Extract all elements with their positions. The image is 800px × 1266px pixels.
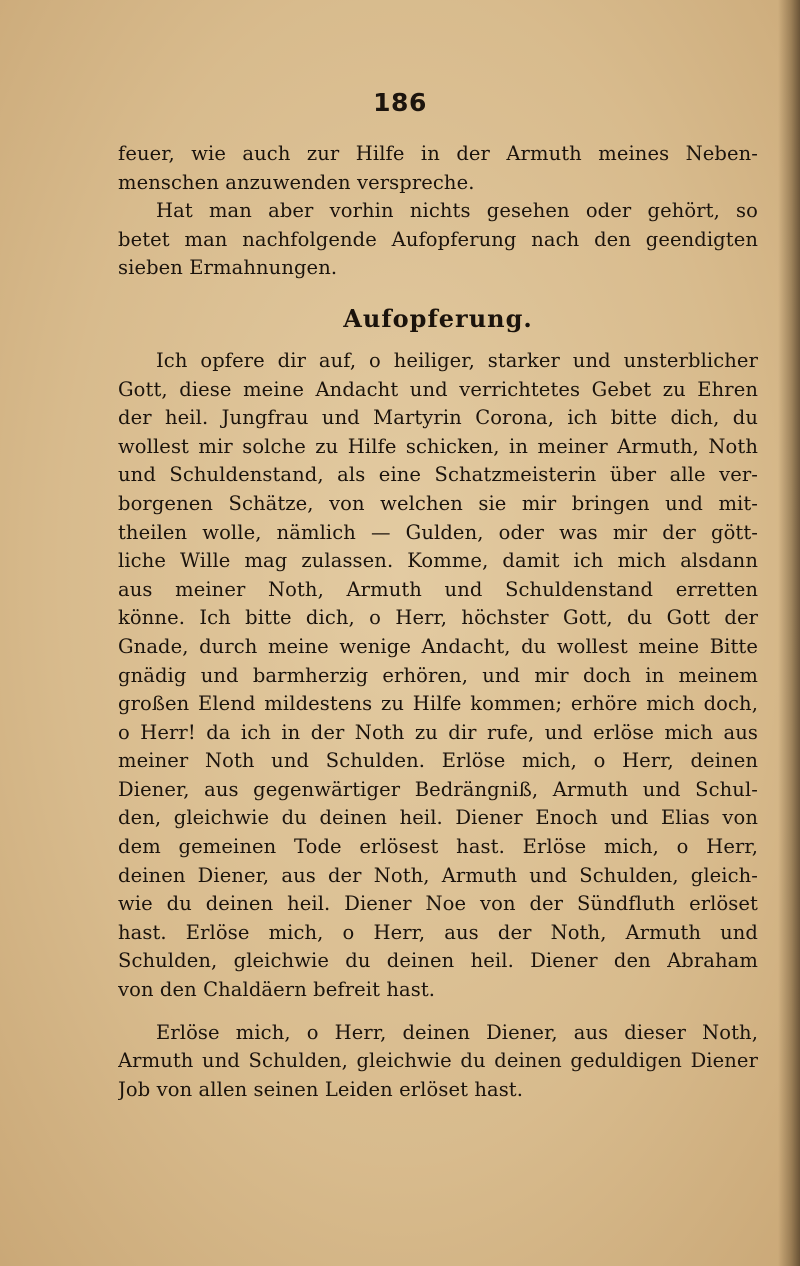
text-line: könne. Ich bitte dich, o Herr, höchster Gott, du Gott der (118, 606, 758, 630)
text-line: borgenen Schätze, von welchen sie mir bringen und mit- (118, 491, 758, 515)
text-line: Erlöse mich, o Herr, deinen Diener, aus dieser Noth, (156, 1020, 758, 1044)
text-line: sieben Ermahnungen. (118, 256, 338, 280)
text-line: wie du deinen heil. Diener Noe von der Sündfluth erlöset (118, 892, 758, 916)
text-line: Hat man aber vorhin nichts gesehen oder gehört, so (156, 199, 758, 223)
text-line: von den Chaldäern befreit hast. (118, 978, 436, 1002)
paragraph-continuation (118, 140, 758, 197)
text-line: Gnade, durch meine wenige Andacht, du wollest meine Bitte (118, 634, 758, 658)
text-line: Diener, aus gegenwärtiger Bedrängniß, Armuth und Schul- (118, 777, 758, 801)
text-line: gnädig und barmherzig erhören, und mir doch in meinem (118, 663, 758, 687)
text-line: feuer, wie auch zur Hilfe in der Armuth meines Neben- (118, 142, 758, 165)
text-line: den, gleichwie du deinen heil. Diener Enoch und Elias von (118, 806, 758, 830)
text-line: aus meiner Noth, Armuth und Schuldenstand erretten (118, 577, 758, 601)
text-line: großen Elend mildestens zu Hilfe kommen; erhöre mich doch, (118, 692, 758, 716)
text-line: Ich opfere dir auf, o heiliger, starker und unsterblicher (156, 348, 758, 372)
text-line: liche Wille mag zulassen. Komme, damit ich mich alsdann (118, 549, 758, 573)
text-line: und Schuldenstand, als eine Schatzmeisterin über alle ver- (118, 463, 758, 487)
text-line: menschen anzuwenden verspreche. (118, 170, 475, 194)
text-line: wollest mir solche zu Hilfe schicken, in meiner Armuth, Noth (118, 434, 758, 458)
text-line: Schulden, gleichwie du deinen heil. Diener den Abraham (118, 949, 758, 973)
paragraph-gap (118, 1005, 758, 1019)
text-line: dem gemeinen Tode erlösest hast. Erlöse mich, o Herr, (118, 835, 758, 859)
text-block (118, 140, 758, 1104)
text-line: hast. Erlöse mich, o Herr, aus der Noth, Armuth und (118, 920, 758, 944)
text-line: Gott, diese meine Andacht und verrichtetes Gebet zu Ehren (118, 377, 758, 401)
text-line: Armuth und Schulden, gleichwie du deinen geduldigen Diener (118, 1049, 758, 1073)
text-line: betet man nachfolgende Aufopferung nach den geendigten (118, 227, 758, 251)
paragraph-instruction (118, 197, 758, 283)
paragraph-closing (118, 1019, 758, 1105)
spine-shadow (778, 0, 800, 1266)
text-line: o Herr! da ich in der Noth zu dir rufe, und erlöse mich aus (118, 720, 758, 744)
section-heading: Aufopferung. (343, 303, 533, 333)
page-number: 186 (373, 88, 427, 117)
text-line: meiner Noth und Schulden. Erlöse mich, o Herr, deinen (118, 749, 758, 773)
paragraph-prayer (118, 347, 758, 1005)
text-line: theilen wolle, nämlich — Gulden, oder was mir der gött- (118, 520, 758, 544)
text-line: Job von allen seinen Leiden erlöset hast. (118, 1077, 524, 1101)
text-line: der heil. Jungfrau und Martyrin Corona, ich bitte dich, du (118, 406, 758, 430)
text-line: deinen Diener, aus der Noth, Armuth und Schulden, gleich- (118, 863, 758, 887)
